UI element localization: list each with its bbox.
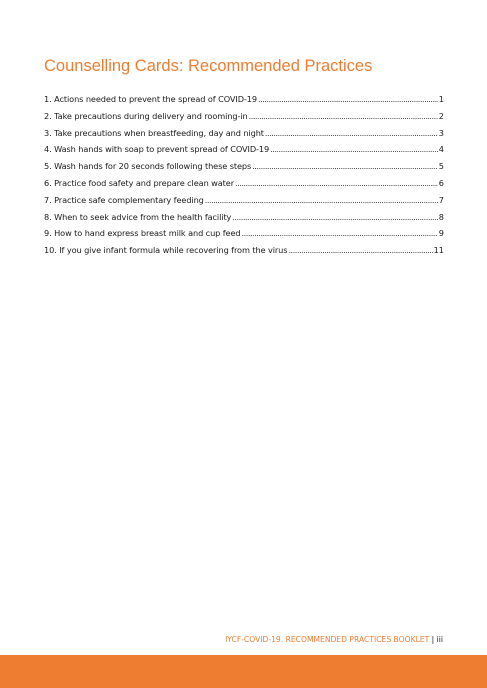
toc-entry[interactable] [44, 228, 444, 245]
toc-entry-text: 1. Actions needed to prevent the spread of COVID-19 [44, 94, 257, 104]
running-footer [225, 635, 443, 644]
toc-page-number: 7 [438, 194, 444, 205]
toc-entry[interactable] [44, 128, 444, 145]
toc-page-number: 8 [438, 211, 444, 222]
toc-dot-leader [205, 195, 438, 205]
table-of-contents [44, 94, 444, 262]
toc-entry[interactable] [44, 212, 444, 229]
toc-entry[interactable] [44, 178, 444, 195]
toc-entry[interactable] [44, 144, 444, 161]
toc-entry-text: 7. Practice safe complementary feeding [44, 194, 204, 205]
toc-page-number: 4 [438, 144, 444, 155]
toc-dot-leader [270, 144, 438, 154]
page-title: Counselling Cards: Recommended Practices [44, 57, 373, 75]
footer-page-number: iii [436, 635, 443, 644]
toc-page-number: 3 [438, 127, 444, 138]
toc-entry-text: 4. Wash hands with soap to prevent spread of COVID-19 [44, 144, 270, 155]
toc-dot-leader [249, 111, 438, 121]
toc-page-number: 6 [438, 177, 444, 188]
toc-entry-text: 2. Take precautions during delivery and rooming-in [44, 110, 248, 121]
footer-separator: | [431, 635, 435, 644]
toc-page-number: 2 [438, 110, 444, 121]
toc-dot-leader [232, 212, 437, 222]
toc-page-number: 5 [438, 161, 444, 172]
toc-entry[interactable] [44, 195, 444, 212]
toc-page-number: 9 [438, 228, 444, 239]
toc-entry-text: 5. Wash hands for 20 seconds following these steps [44, 161, 252, 172]
toc-page-number: 11 [433, 245, 444, 256]
toc-entry-text: 10. If you give infant formula while recovering from the virus [44, 245, 288, 256]
toc-entry[interactable] [44, 245, 444, 262]
toc-dot-leader [265, 128, 438, 138]
toc-page-number: 1 [438, 94, 444, 104]
toc-entry-text: 3. Take precautions when breastfeeding, day and night [44, 127, 264, 138]
toc-entry[interactable] [44, 161, 444, 178]
toc-dot-leader [258, 94, 438, 104]
toc-entry-text: 9. How to hand express breast milk and cup feed [44, 228, 241, 239]
toc-dot-leader [252, 161, 438, 171]
toc-dot-leader [288, 245, 432, 255]
toc-dot-leader [242, 228, 438, 238]
toc-dot-leader [235, 178, 438, 188]
toc-entry[interactable] [44, 111, 444, 128]
toc-entry-text: 8. When to seek advice from the health facility [44, 211, 232, 222]
toc-entry-text: 6. Practice food safety and prepare clean water [44, 177, 234, 188]
footer-color-band [0, 655, 487, 688]
footer-booklet-title: IYCF-COVID-19. RECOMMENDED PRACTICES BOOKLET [225, 635, 430, 644]
toc-entry[interactable] [44, 94, 444, 111]
